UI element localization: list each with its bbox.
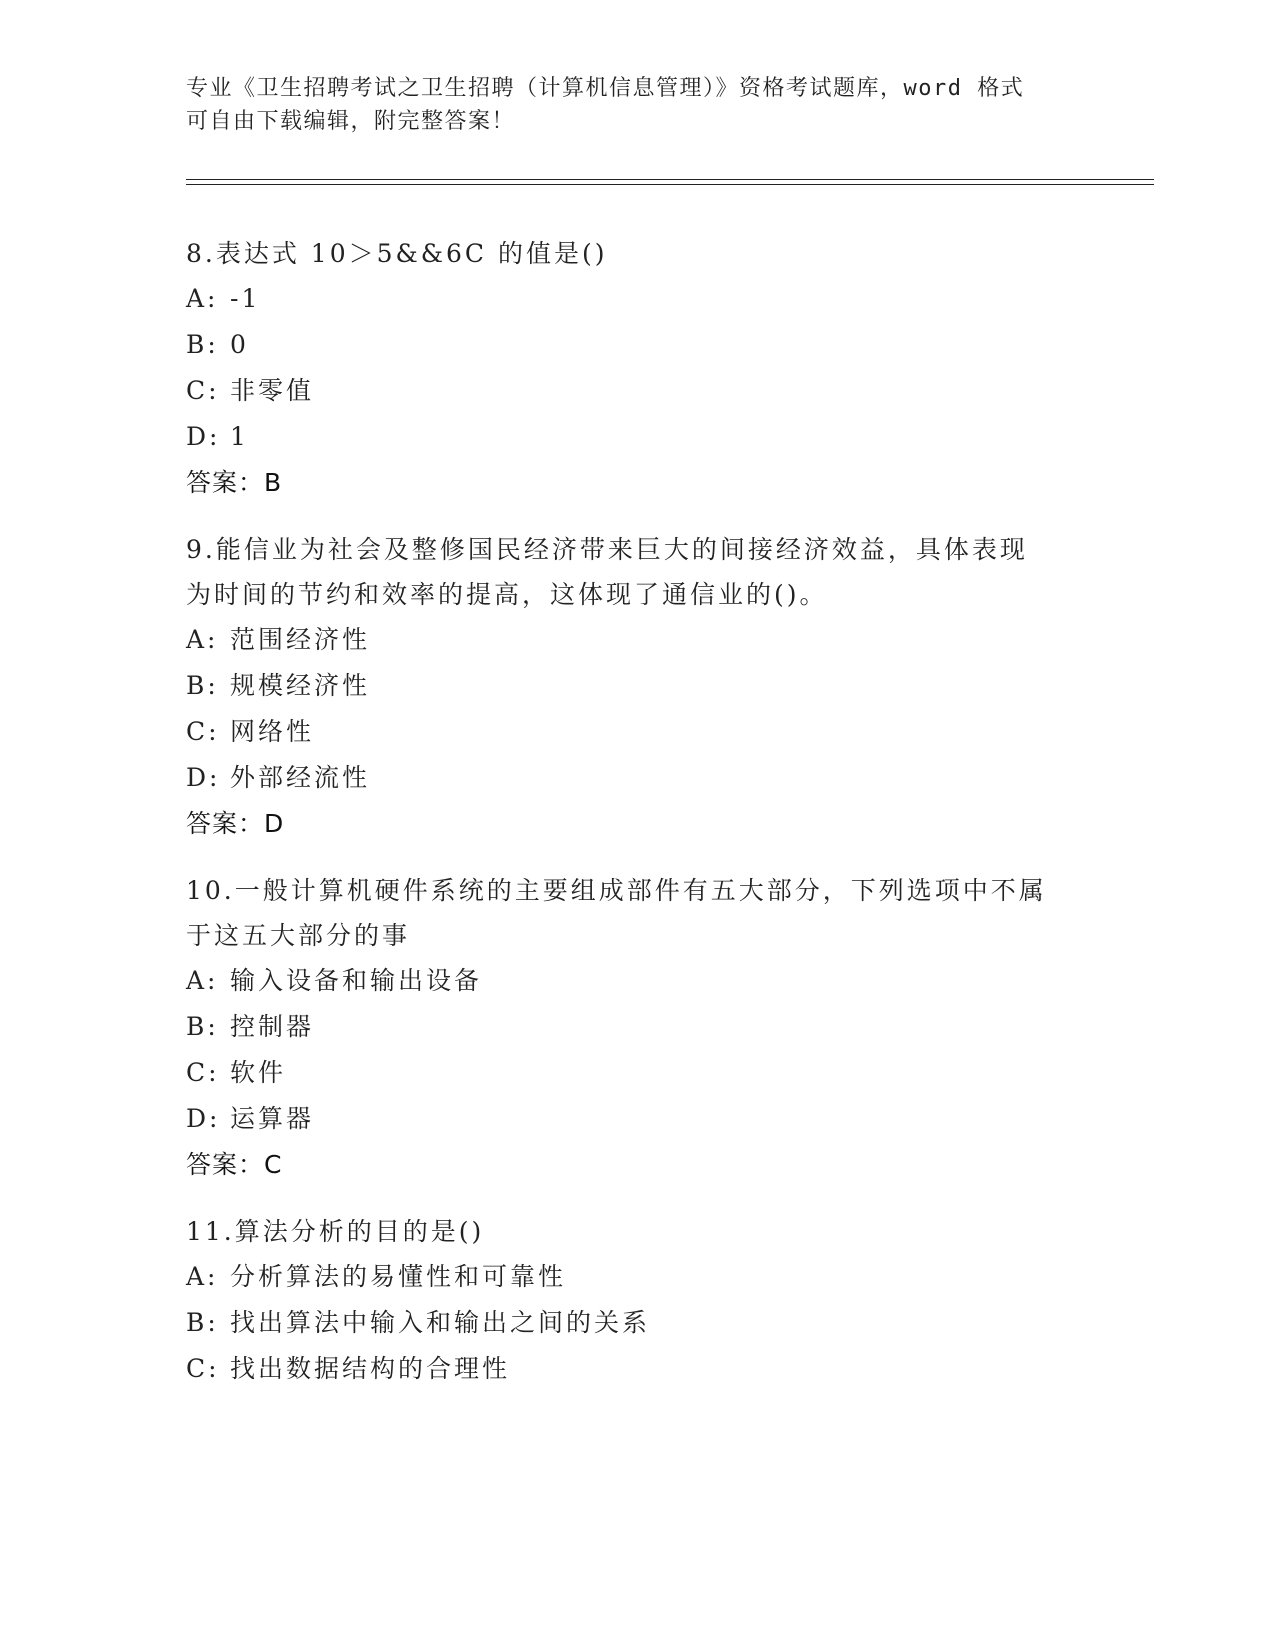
header-line-2: 可自由下载编辑，附完整答案！	[186, 109, 516, 134]
option-text: 网络性	[230, 717, 315, 746]
option-text: 1	[230, 422, 249, 451]
option-text: 范围经济性	[230, 625, 371, 654]
header-line-1: 专业《卫生招聘考试之卫生招聘（计算机信息管理）》资格考试题库，word 格式	[186, 76, 1025, 101]
option-letter: C:	[186, 1354, 220, 1383]
answer-key: 答案：D	[186, 809, 285, 838]
header-divider-bottom	[186, 184, 1154, 185]
option-letter: D:	[186, 422, 221, 451]
answer-option	[186, 1258, 1086, 1304]
option-text: 非零值	[230, 376, 315, 405]
answer-option	[186, 418, 1086, 464]
answer-option	[186, 372, 1086, 418]
answer-option	[186, 759, 1086, 805]
question-stem-line: 为时间的节约和效率的提高，这体现了通信业的()。	[186, 580, 828, 609]
option-text: 找出算法中输入和输出之间的关系	[230, 1308, 651, 1337]
option-letter: D:	[186, 1104, 221, 1133]
question-block	[186, 531, 1086, 842]
option-letter: D:	[186, 763, 221, 792]
answer-option	[186, 326, 1086, 372]
answer-option	[186, 1100, 1086, 1146]
answer-option	[186, 1304, 1086, 1350]
option-letter: B:	[186, 330, 219, 359]
option-letter: A:	[186, 966, 219, 995]
option-letter: B:	[186, 1012, 219, 1041]
option-text: 找出数据结构的合理性	[230, 1354, 511, 1383]
option-text: 规模经济性	[230, 671, 371, 700]
answer-option	[186, 280, 1086, 326]
question-block	[186, 1213, 1086, 1396]
option-letter: C:	[186, 1058, 220, 1087]
answer-key: 答案：B	[186, 468, 283, 497]
question-stem-line: 于这五大部分的事	[186, 921, 411, 950]
document-header	[186, 72, 1086, 138]
answer-key: 答案：C	[186, 1150, 283, 1179]
question-block	[186, 872, 1086, 1183]
question-block	[186, 235, 1086, 501]
option-text: 运算器	[230, 1104, 315, 1133]
option-letter: C:	[186, 717, 220, 746]
answer-option	[186, 1008, 1086, 1054]
option-text: 控制器	[230, 1012, 315, 1041]
option-letter: B:	[186, 671, 219, 700]
option-letter: C:	[186, 376, 220, 405]
option-letter: A:	[186, 284, 219, 313]
option-text: 0	[230, 330, 249, 359]
answer-option	[186, 713, 1086, 759]
option-text: 输入设备和输出设备	[230, 966, 483, 995]
option-text: 分析算法的易懂性和可靠性	[230, 1262, 567, 1291]
answer-option	[186, 667, 1086, 713]
option-letter: B:	[186, 1308, 219, 1337]
question-stem-line: 10.一般计算机硬件系统的主要组成部件有五大部分，下列选项中不属	[186, 876, 1047, 905]
header-divider-top	[186, 179, 1154, 180]
option-letter: A:	[186, 625, 219, 654]
question-stem-line: 11.算法分析的目的是()	[186, 1217, 485, 1246]
question-stem-line: 9.能信业为社会及整修国民经济带来巨大的间接经济效益，具体表现	[186, 535, 1028, 564]
option-text: 外部经流性	[230, 763, 371, 792]
option-text: 软件	[230, 1058, 287, 1087]
answer-option	[186, 1350, 1086, 1396]
answer-option	[186, 621, 1086, 667]
answer-option	[186, 1054, 1086, 1100]
answer-option	[186, 962, 1086, 1008]
question-list	[186, 235, 1086, 1426]
option-letter: A:	[186, 1262, 219, 1291]
option-text: -1	[230, 284, 261, 313]
question-stem-line: 8.表达式 10＞5&&6C 的值是()	[186, 239, 608, 268]
